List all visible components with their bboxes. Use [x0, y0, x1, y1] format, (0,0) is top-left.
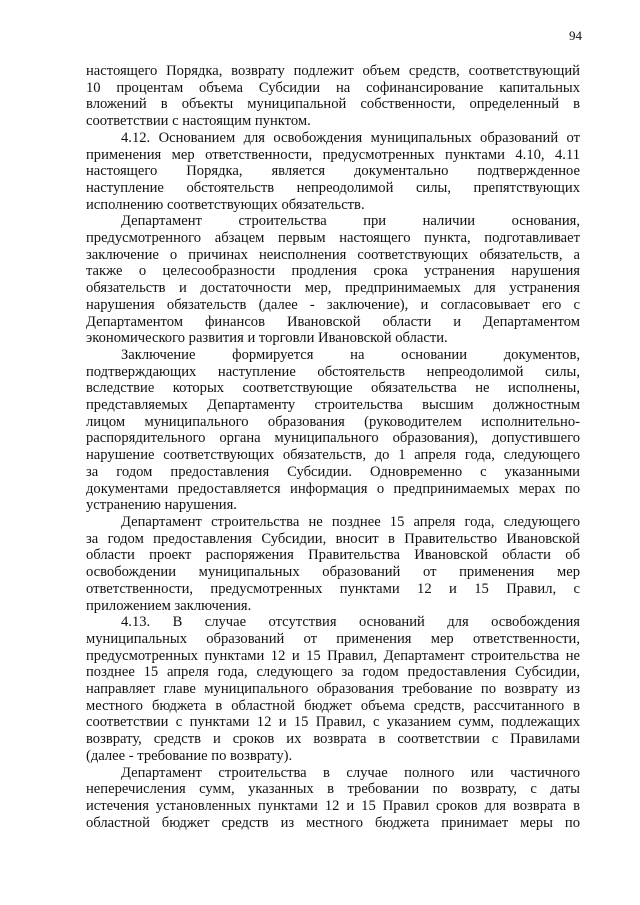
- text-line: Заключение формируется на основании документов,: [121, 346, 580, 363]
- text-line: представляемых Департаменту строительства высшим должностным: [86, 397, 580, 414]
- text-line: лицом муниципального образования (руководителем исполнительно-: [86, 413, 580, 430]
- text-line: исполнению соответствующих обязательств.: [86, 196, 365, 213]
- text-line: соответствии с пунктами 12 и 15 Правил, с указанием сумм, подлежащих: [86, 714, 580, 731]
- text-line: соответствии с настоящим пунктом.: [86, 113, 311, 130]
- text-line: настоящего Порядка, является документально подтвержденное: [86, 163, 580, 180]
- text-line: Департамент строительства не позднее 15 апреля года, следующего: [121, 513, 580, 530]
- paragraph: [86, 347, 580, 514]
- text-line: 10 процентам объема Субсидии на софинансирование капитальных: [86, 79, 580, 96]
- page-number: 94: [569, 28, 582, 43]
- text-line: применения мер ответственности, предусмотренных пунктами 4.10, 4.11: [86, 146, 580, 163]
- text-line: подтверждающих наступление обстоятельств непреодолимой силы,: [86, 363, 580, 380]
- text-line: местного бюджета в областной бюджет объема средств, рассчитанного в: [86, 697, 580, 714]
- text-line: (далее - требование по возврату).: [86, 747, 293, 764]
- text-line: заключение о причинах неисполнения соответствующих обязательств, а: [86, 246, 580, 263]
- text-line: предусмотренного абзацем первым настоящего пункта, подготавливает: [86, 230, 580, 247]
- text-line: за годом предоставления Субсидии. Одновременно с указанными: [86, 463, 580, 480]
- text-line: областной бюджет средств из местного бюджета принимает меры по: [86, 814, 580, 831]
- text-line: за годом предоставления Субсидии, вносит в Правительство Ивановской: [86, 530, 580, 547]
- text-line: также о целесообразности продления срока устранения нарушения: [86, 263, 580, 280]
- text-line: устранению нарушения.: [86, 497, 237, 514]
- text-line: возврату, средств и сроков их возврата в соответствии с Правилами: [86, 731, 580, 748]
- text-line: наступление обстоятельств непреодолимой силы, препятствующих: [86, 179, 580, 196]
- text-line: ответственности, предусмотренных пунктами 12 и 15 Правил, с: [86, 580, 580, 597]
- paragraph: [86, 765, 580, 832]
- text-line: 4.13. В случае отсутствия оснований для освобождения: [121, 614, 580, 631]
- text-line: 4.12. Основанием для освобождения муниципальных образований от: [121, 129, 580, 146]
- text-line: освобождении муниципальных образований от применения мер: [86, 564, 580, 581]
- text-line: Департамент строительства в случае полного или частичного: [121, 764, 580, 781]
- text-line: неперечисления сумм, указанных в требовании по возврату, с даты: [86, 781, 580, 798]
- paragraph: [86, 514, 580, 614]
- text-line: области проект распоряжения Правительства Ивановской области об: [86, 547, 580, 564]
- text-line: вследствие которых соответствующие обязательства не исполнены,: [86, 380, 580, 397]
- text-line: вложений в объекты муниципальной собственности, определенный в: [86, 96, 580, 113]
- text-line: настоящего Порядка, возврату подлежит объем средств, соответствующий: [86, 63, 580, 79]
- text-line: Департамент строительства при наличии основания,: [121, 213, 580, 230]
- document-body: [86, 63, 580, 831]
- text-line: истечения установленных пунктами 12 и 15 Правил сроков для возврата в: [86, 797, 580, 814]
- text-line: направляет главе муниципального образования требование по возврату из: [86, 681, 580, 698]
- text-line: документами предоставляется информация о предпринимаемых мерах по: [86, 480, 580, 497]
- text-line: позднее 15 апреля года, следующего за годом предоставления Субсидии,: [86, 664, 580, 681]
- text-line: муниципальных образований от применения мер ответственности,: [86, 630, 580, 647]
- text-line: нарушения обязательств (далее - заключение), и согласовывает его с: [86, 296, 580, 313]
- text-line: обязательств и достаточности мер, предпринимаемых для устранения: [86, 280, 580, 297]
- paragraph: [86, 130, 580, 214]
- text-line: экономического развития и торговли Ивановской области.: [86, 330, 448, 347]
- text-line: приложением заключения.: [86, 597, 252, 614]
- text-line: предусмотренных пунктами 12 и 15 Правил, Департамент строительства не: [86, 647, 580, 664]
- text-line: распорядительного органа муниципального образования), допустившего: [86, 430, 580, 447]
- paragraph: [86, 63, 580, 130]
- text-line: Департаментом финансов Ивановской области и Департаментом: [86, 313, 580, 330]
- paragraph: [86, 614, 580, 764]
- paragraph: [86, 213, 580, 347]
- text-line: нарушение соответствующих обязательств, до 1 апреля года, следующего: [86, 447, 580, 464]
